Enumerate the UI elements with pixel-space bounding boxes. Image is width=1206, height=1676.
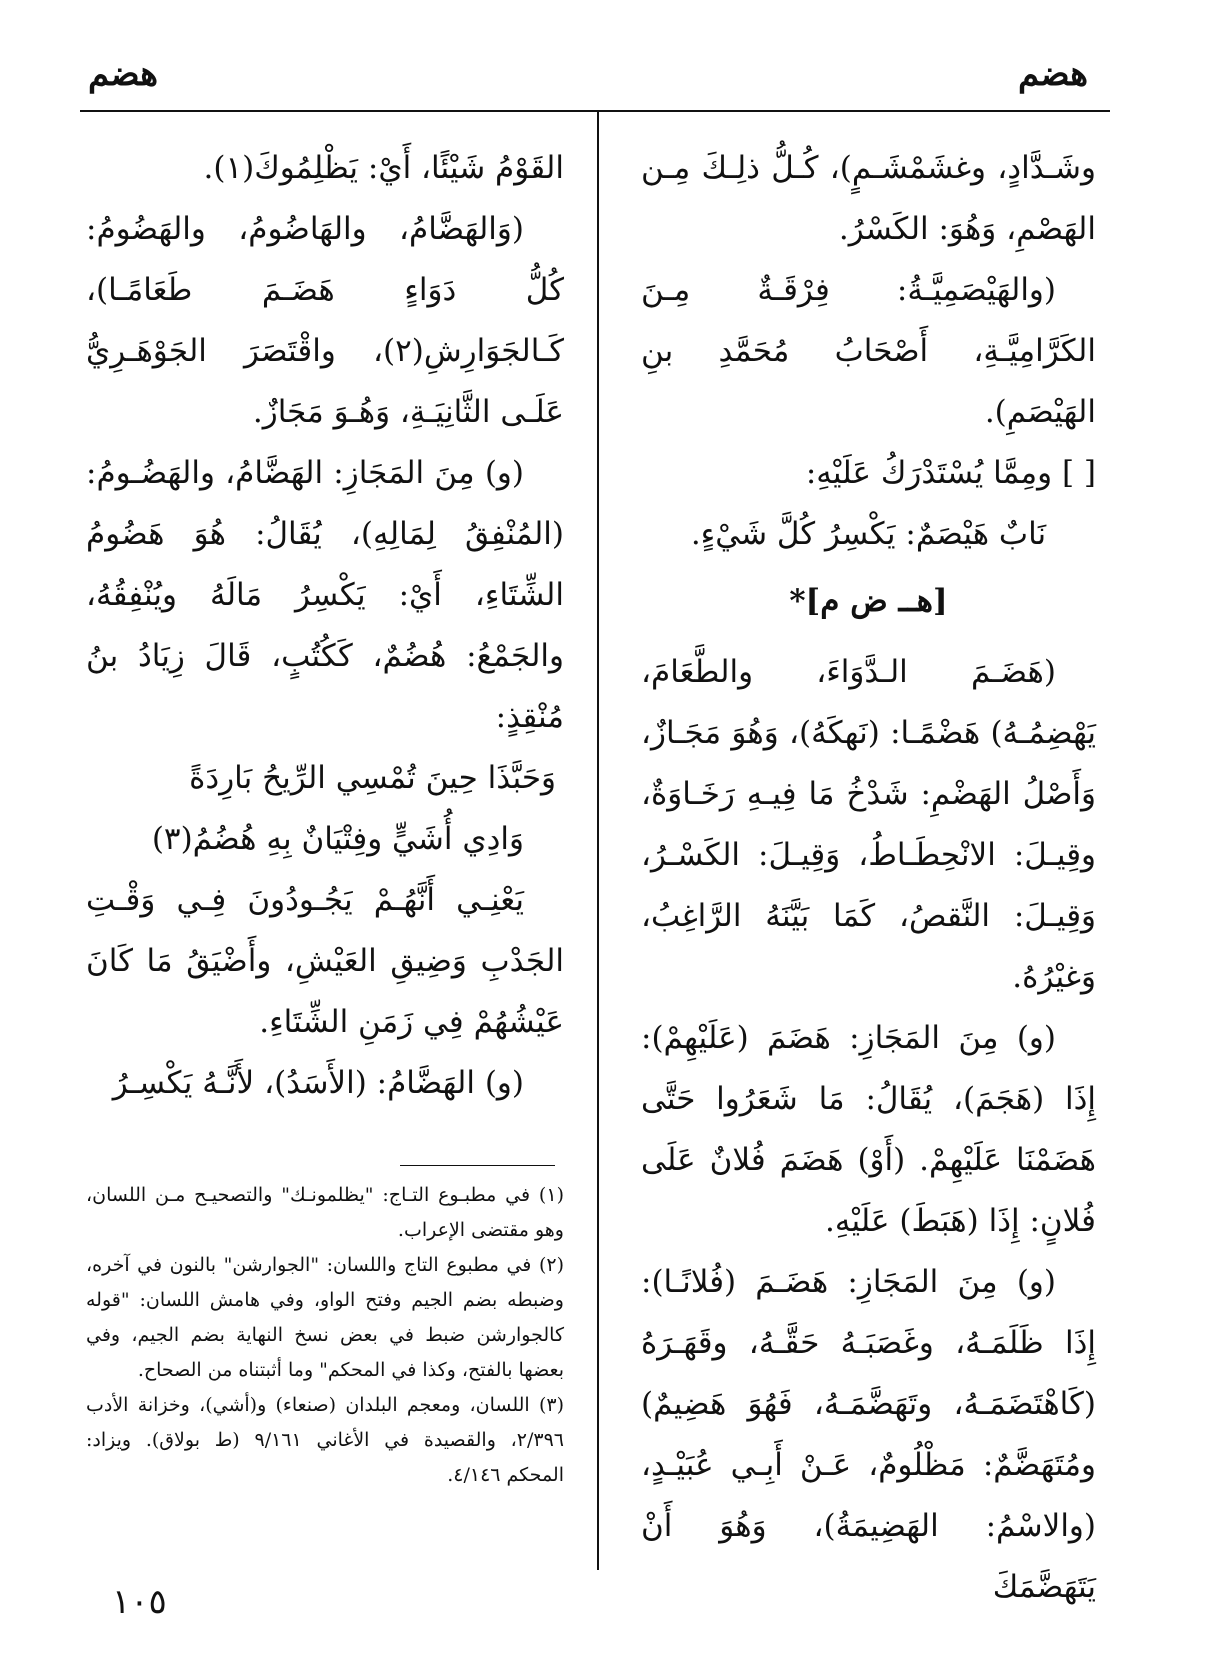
- paragraph: يَعْنِـي أَنَّهُـمْ يَجُـودُونَ فِـي وَقْـتِ الجَدْبِ وَضِيقِ العَيْشِ، وأَضْيَقُ مَا كَانَ عَيْشُهُمْ فِي زَمَنِ الشِّتَاءِ.: [86, 882, 564, 1040]
- paragraph: (و) الهَضَّامُ: (الأَسَدُ)، لأَنَّـهُ يَكْسِـرُ: [112, 1065, 524, 1101]
- column-divider: [597, 112, 599, 1570]
- header-rule: [80, 110, 1110, 112]
- right-column: [641, 138, 1096, 1618]
- paragraph: [ ] ومِمَّا يُسْتَدْرَكُ عَلَيْهِ:: [805, 455, 1096, 491]
- paragraph: وشَـدَّادٍ، وغشَمْشَـمٍ)، كُـلُّ ذلِـكَ مِـن الهَصْمِ، وَهُوَ: الكَسْرُ.: [641, 150, 1096, 247]
- paragraph: (و) مِنَ المَجَازِ: الهَضَّامُ، والهَضُـومُ: (المُنْفِقُ لِمَالِهِ)، يُقَالُ: هُوَ هَضُومُ الشِّتَاءِ، أَيْ: يَكْسِرُ مَالَهُ ويُنْفِقُهُ، والجَمْعُ: هُضُمٌ، كَكُتُبٍ، قَالَ زِيَادُ بنُ مُنْقِذٍ:: [86, 455, 564, 735]
- paragraph: القَوْمُ شَيْئًا، أَيْ: يَظْلِمُوكَ(١).: [203, 150, 564, 186]
- left-column: [86, 138, 564, 1114]
- running-header-right: هضم: [1017, 54, 1088, 94]
- footnote: (٣) اللسان، ومعجم البلدان (صنعاء) و(أشي)، وخزانة الأدب ٢/٣٩٦، والقصيدة في الأغاني ٩/١٦١ (ط بولاق). ويزاد: المحكم ٤/١٤٦.: [86, 1394, 564, 1486]
- footnote: (١) في مطبـوع التـاج: "يظلمونـك" والتصحيـح مـن اللسان، وهو مقتضى الإعراب.: [86, 1184, 564, 1241]
- paragraph: (وَالهَضَّامُ، والهَاضُومُ، والهَضُومُ: كُلُّ دَوَاءٍ هَضَـمَ طَعَامًـا)، كَـالجَوَارِشِ(٢)، واقْتَصَرَ الجَوْهَـرِيُّ عَلَـى الثَّانِيَـةِ، وَهُـوَ مَجَازٌ.: [86, 211, 564, 430]
- paragraph: (و) مِنَ المَجَازِ: هَضَـمَ (فُلانًـا): إِذَا ظَلَمَـهُ، وغَصَبَـهُ حَقَّـهُ، وقَهَـرَهُ (كَاهْتَضَمَـهُ، وتَهَضَّمَـهُ، فَهُوَ هَضِيمٌ) ومُتَهَضَّمٌ: مَظْلُومٌ، عَـنْ أَبِـي عُبَيْـدٍ، (والاسْمُ: الهَضِيمَةُ)، وَهُوَ أَنْ يَتَهَضَّمَكَ: [641, 1264, 1096, 1605]
- paragraph: (والهَيْصَمِيَّـةُ: فِرْقَـةٌ مِـنَ الكَرَّامِيَّـةِ، أَصْحَابُ مُحَمَّدِ بنِ الهَيْصَمِ).: [641, 272, 1096, 430]
- verse-line: وَادِي أُشَيٍّ وفِتْيَانٌ بِهِ هُضُمُ(٣): [151, 821, 524, 857]
- footnote: (٢) في مطبوع التاج واللسان: "الجوارشن" بالنون في آخره، وضبطه بضم الجيم وفتح الواو، وفي هامش اللسان: "قوله كالجوارشن ضبط في بعض نسخ النهاية بضم الجيم، وفي بعضها بالفتح، وكذا في المحكم" وما أثبتناه من الصحاح.: [86, 1254, 564, 1381]
- footnote-rule: [400, 1165, 555, 1166]
- footnotes: [86, 1178, 564, 1493]
- paragraph: (و) مِنَ المَجَازِ: هَضَمَ (عَلَيْهِمْ): إِذَا (هَجَمَ)، يُقَالُ: مَا شَعَرُوا حَتَّى هَضَمْنَا عَلَيْهِمْ. (أَوْ) هَضَمَ فُلانٌ عَلَى فُلانٍ: إِذَا (هَبَطَ) عَلَيْهِ.: [641, 1020, 1096, 1239]
- page-number: ١٠٥: [112, 1582, 167, 1622]
- verse-line: وَحَبَّذَا حِينَ تُمْسِي الرِّيحُ بَارِدَةً: [189, 760, 556, 796]
- entry-heading: [هــ ض م]*: [789, 583, 948, 619]
- running-header-left: هضم: [88, 54, 159, 94]
- paragraph: (هَضَـمَ الـدَّوَاءَ، والطَّعَامَ، يَهْضِمُـهُ) هَضْمًـا: (نَهكَهُ)، وَهُوَ مَجَـازٌ، وَأَصْلُ الهَضْمِ: شَدْخُ مَا فِيـهِ رَخَـاوَةٌ، وقِيـلَ: الانْحِطَـاطُ، وَقِيـلَ: الكَسْـرُ، وَقِيـلَ: النَّقصُ، كَمَا بَيَّنَهُ الرَّاغِبُ، وَغيْرُهُ.: [641, 654, 1096, 995]
- paragraph: نَابٌ هَيْصَمٌ: يَكْسِرُ كُلَّ شَيْءٍ.: [690, 516, 1047, 552]
